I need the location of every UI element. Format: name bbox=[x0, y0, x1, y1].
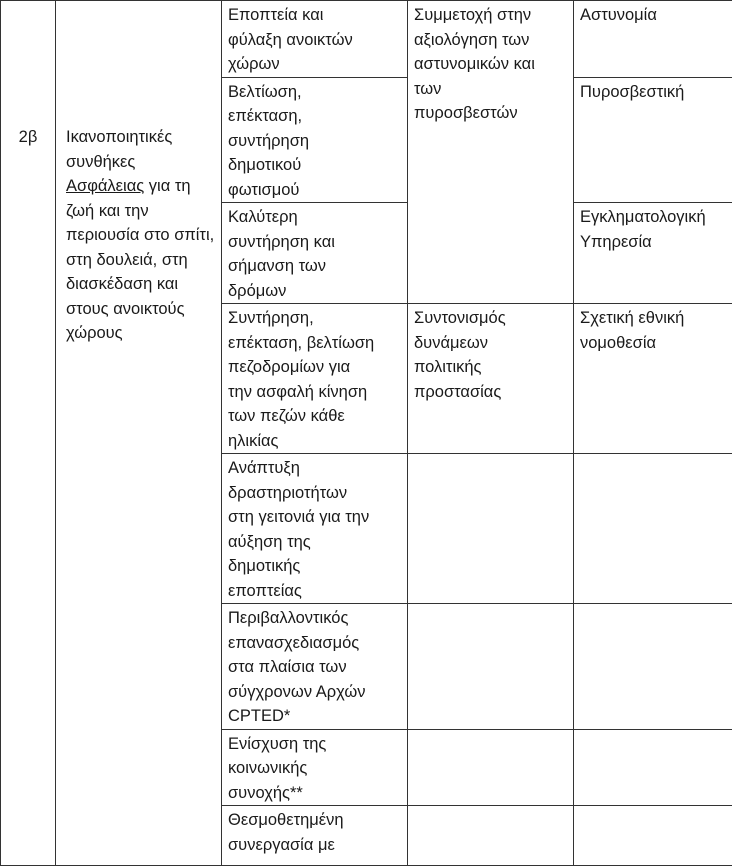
body-cell: Αστυνομία bbox=[574, 1, 732, 78]
goal-text-start: Ικανοποιητικές συνθήκες bbox=[66, 128, 172, 171]
action-cell: Συντήρηση, επέκταση, βελτίωση πεζοδρομίων για την ασφαλή κίνηση των πεζών κάθε ηλικίας bbox=[222, 304, 408, 454]
empty-cell bbox=[574, 806, 732, 866]
goal-text-end: για τη ζωή και την περιουσία στο σπίτι, στη δουλειά, στη διασκέδαση και στους ανοικτούς χώρους bbox=[66, 177, 214, 342]
empty-cell bbox=[408, 729, 574, 806]
body-cell: Εγκληματολογική Υπηρεσία bbox=[574, 203, 732, 304]
action-cell: Ενίσχυση της κοινωνικής συνοχής** bbox=[222, 729, 408, 806]
action-cell: Θεσμοθετημένη συνεργασία με bbox=[222, 806, 408, 866]
action-cell: Εποπτεία και φύλαξη ανοικτών χώρων bbox=[222, 1, 408, 78]
empty-cell bbox=[408, 806, 574, 866]
empty-cell bbox=[574, 454, 732, 604]
goal-cell bbox=[56, 1, 222, 866]
row-id-cell: 2β bbox=[1, 1, 56, 866]
goal-text-underlined: Ασφάλειας bbox=[66, 177, 144, 195]
participation-cell: Συμμετοχή στην αξιολόγηση των αστυνομικών και των πυροσβεστών bbox=[408, 1, 574, 304]
empty-cell bbox=[574, 729, 732, 806]
action-cell: Καλύτερη συντήρηση και σήμανση των δρόμων bbox=[222, 203, 408, 304]
action-cell: Περιβαλλοντικός επανασχεδιασμός στα πλαίσια των σύγχρονων Αρχών CPTED* bbox=[222, 604, 408, 730]
empty-cell bbox=[408, 454, 574, 604]
table-row bbox=[1, 1, 732, 78]
action-cell: Ανάπτυξη δραστηριοτήτων στη γειτονιά για την αύξηση της δημοτικής εποπτείας bbox=[222, 454, 408, 604]
empty-cell bbox=[408, 604, 574, 730]
participation-cell: Συντονισμός δυνάμεων πολιτικής προστασίας bbox=[408, 304, 574, 454]
body-cell: Σχετική εθνική νομοθεσία bbox=[574, 304, 732, 454]
empty-cell bbox=[574, 604, 732, 730]
body-cell: Πυροσβεστική bbox=[574, 77, 732, 203]
action-cell: Βελτίωση, επέκταση, συντήρηση δημοτικού φωτισμού bbox=[222, 77, 408, 203]
